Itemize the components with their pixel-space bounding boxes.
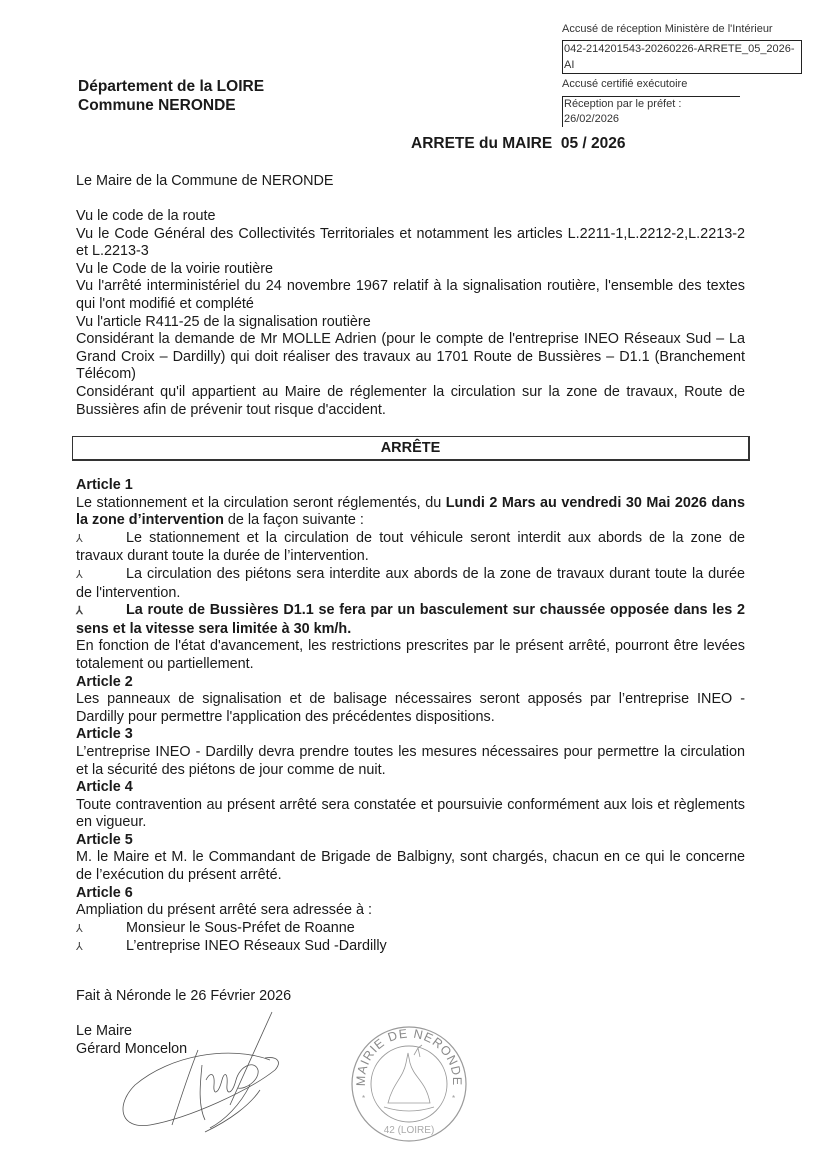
article-6-text: Ampliation du présent arrêté sera adressée à : <box>76 902 372 919</box>
recipient-text: Monsieur le Sous-Préfet de Roanne <box>126 919 355 936</box>
article-1-intro-text: Le stationnement et la circulation seront réglementés, du <box>76 494 446 511</box>
document-title: ARRETE du MAIRE 05 / 2026 <box>411 135 626 152</box>
article-1-bullet <box>76 602 745 638</box>
article-2-text: Les panneaux de signalisation et de balisage nécessaires seront apposés par l’entreprise INEO - Dardilly pour permettre l'application des précédentes dispositions. <box>76 691 745 725</box>
department-header <box>78 77 264 115</box>
recipient-item <box>76 938 745 957</box>
arrete-heading: ARRÊTE <box>72 436 750 461</box>
stamp-executory: Accusé certifié exécutoire <box>562 78 688 90</box>
department-name: Département de la LOIRE <box>78 78 265 95</box>
article-5-text: M. le Maire et M. le Commandant de Brigade de Balbigny, sont chargés, chacun en ce qui le concerne de l’exécution du présent arrêté. <box>76 849 745 884</box>
consideration-item: Considérant la demande de Mr MOLLE Adrien (pour le compte de l'entreprise INEO Réseaux Sud – La Grand Croix – Dardilly) qui doit réaliser des travaux au 1701 Route de Bussières – D1.1 (Branchement Télécom) <box>76 331 745 383</box>
article-3-text: L’entreprise INEO - Dardilly devra prendre toutes les mesures nécessaires pour permettre la circulation et la sécurité des piétons de jour comme de nuit. <box>76 743 745 778</box>
article-1-intro <box>76 495 745 530</box>
stamp-acknowledgement: Accusé de réception Ministère de l'Intérieur <box>562 23 773 35</box>
stamp-reception-date: Réception par le préfet : 26/02/2026 <box>562 96 740 127</box>
intro-line: Le Maire de la Commune de NERONDE <box>76 173 334 189</box>
article-6-title: Article 6 <box>76 884 133 901</box>
article-5-title: Article 5 <box>76 831 133 848</box>
commune-name: Commune NERONDE <box>78 97 236 114</box>
article-1-bullet <box>76 530 745 566</box>
svg-text:42 (LOIRE): 42 (LOIRE) <box>383 1125 435 1136</box>
consideration-item: Vu l'arrêté interministériel du 24 novembre 1967 relatif à la signalisation routière, l'ensemble des textes qui l'ont modifié et complété <box>76 278 745 312</box>
articles <box>76 477 745 957</box>
bullet-icon: ⅄ <box>76 941 83 954</box>
place-date: Fait à Néronde le 26 Février 2026 <box>76 988 292 1004</box>
article-4-text: Toute contravention au présent arrêté sera constatée et poursuivie conformément aux lois et règlements en vigueur. <box>76 796 745 831</box>
bullet-icon: ⅄ <box>76 922 83 935</box>
article-1-closing: En fonction de l'état d'avancement, les restrictions prescrites par le présent arrêté, pourront être levées totalement ou partiellement. <box>76 638 745 672</box>
considerations <box>76 208 745 419</box>
consideration-item: Considérant qu'il appartient au Maire de réglementer la circulation sur la zone de travaux, Route de Bussières afin de prévenir tout risque d'accident. <box>76 383 745 418</box>
bullet-icon: ⅄ <box>76 568 83 581</box>
article-1-title: Article 1 <box>76 477 133 493</box>
consideration-item: Vu le Code de la voirie routière <box>76 260 274 277</box>
article-3-title: Article 3 <box>76 726 133 743</box>
signer-role: Le Maire <box>76 1023 132 1039</box>
consideration-item: Vu le Code Général des Collectivités Territoriales et notamment les articles L.2211-1,L.2212-2,L.2213-2 et L.2213-3 <box>76 225 745 260</box>
bullet-icon: ⅄ <box>76 532 83 545</box>
article-1-bullet <box>76 566 745 602</box>
bullet-text: Le stationnement et la circulation de tout véhicule seront interdit aux abords de la zone de travaux durant toute la durée de l’intervention. <box>76 529 745 565</box>
bullet-icon: ⅄ <box>76 605 83 618</box>
signer-name: Gérard Moncelon <box>76 1040 188 1057</box>
svg-text:MAIRIE DE NERONDE: MAIRIE DE NERONDE <box>353 1026 465 1087</box>
consideration-item: Vu le code de la route <box>76 208 216 224</box>
reception-stamp <box>562 20 812 129</box>
article-1-intro-end: de la façon suivante : <box>223 512 364 529</box>
signature-icon <box>110 1010 290 1140</box>
mairie-seal-icon <box>348 1023 470 1145</box>
recipient-text: L’entreprise INEO Réseaux Sud -Dardilly <box>126 938 387 955</box>
stamp-reference: 042-214201543-20260226-ARRETE_05_2026-AI <box>562 40 802 74</box>
bullet-text: La circulation des piétons sera interdite aux abords de la zone de travaux durant toute la durée de l'intervention. <box>76 565 745 601</box>
recipient-item <box>76 920 745 939</box>
article-4-title: Article 4 <box>76 779 133 796</box>
svg-text:*: * <box>362 1094 366 1103</box>
article-1-dates: Lundi 2 Mars au vendredi 30 Mai 2026 dans la zone d’intervention <box>76 494 745 529</box>
svg-text:*: * <box>452 1094 456 1103</box>
bullet-text: La route de Bussières D1.1 se fera par un basculement sur chaussée opposée dans les 2 sens et la vitesse sera limitée à 30 km/h. <box>76 602 745 637</box>
consideration-item: Vu l'article R411-25 de la signalisation routière <box>76 313 371 330</box>
article-2-title: Article 2 <box>76 673 133 690</box>
